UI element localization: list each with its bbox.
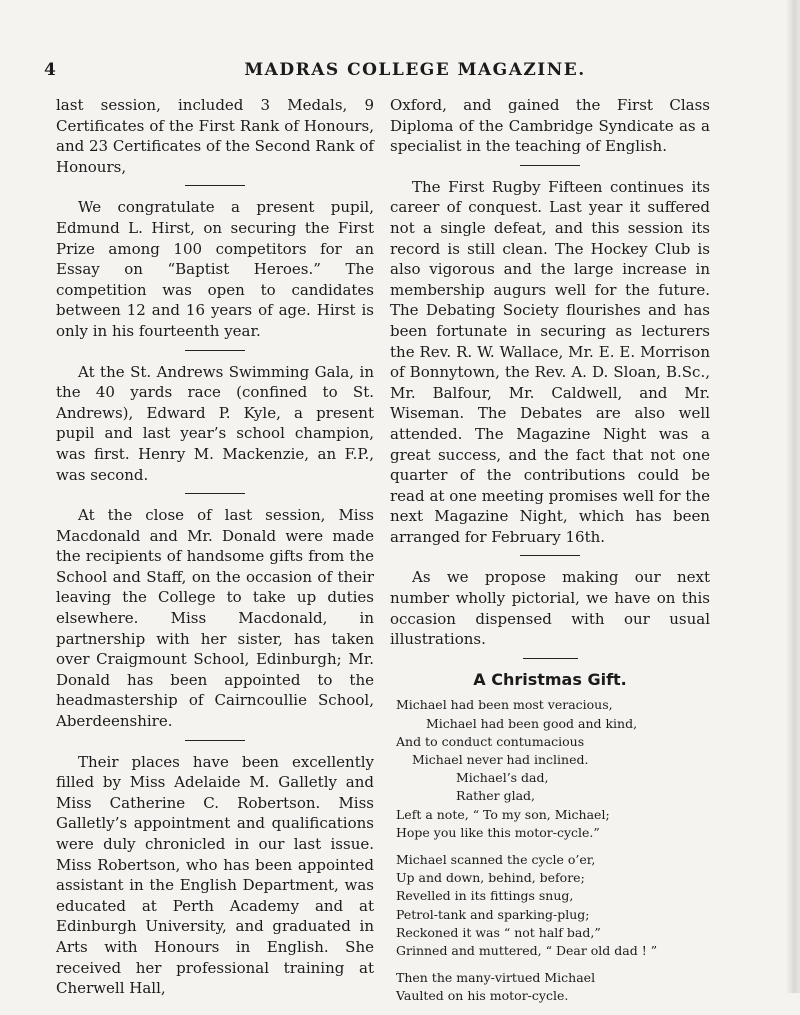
poem-line: Michael’s dad, (456, 770, 549, 786)
section-divider (185, 493, 245, 494)
paragraph-school-clubs: The First Rugby Fifteen continues its career of conquest. Last year it suffered not a single defeat, and this session its record is still clean. The Hockey Club is also vigorous and the large increase in membership augurs well for the future. The Debating Society flourishes and has been fortunate in securing as lecturers the Rev. R. W. Wallace, Mr. E. E. Morrison of Bonnytown, the Rev. A. D. Sloan, B.Sc., Mr. Balfour, Mr. Caldwell, and Mr. Wiseman. The Debates are also well attended. The Magazine Night was a great success, and the fact that not one quarter of the contributions could be read at one meeting promises well for the next Magazine Night, which has been arranged for February 16th. (390, 177, 710, 546)
section-divider (520, 165, 580, 166)
right-column (390, 95, 710, 1015)
page-edge-shadow (786, 0, 800, 993)
poem-title: A Christmas Gift. (473, 669, 627, 689)
poem-line: Grinned and muttered, “ Dear old dad ! ” (396, 943, 658, 959)
poem-line: Petrol-tank and sparking-plug; (396, 906, 590, 922)
poem-line: Revelled in its fittings snug, (396, 888, 574, 904)
poem-line: Left a note, “ To my son, Michael; (396, 806, 610, 822)
poem-line: Michael had been most veracious, (396, 697, 613, 713)
poem-line: Rather glad, (456, 788, 535, 804)
poem-line: Hope you like this motor-cycle.” (396, 824, 600, 840)
poem-line: Vaulted on his motor-cycle. (396, 988, 569, 1004)
poem-line: Michael scanned the cycle o’er, (396, 852, 596, 868)
section-divider (185, 740, 245, 741)
paragraph-pictorial-notice: As we propose making our next number wholly pictorial, we have on this occasion dispensed with our usual illustrations. (390, 568, 710, 649)
section-divider (520, 555, 580, 556)
poem-line: Michael had been good and kind, (426, 715, 638, 731)
poem-line: Up and down, behind, before; (396, 870, 585, 886)
left-column (56, 95, 374, 999)
paragraph-swimming-gala: At the St. Andrews Swimming Gala, in the 40 yards race (confined to St. Andrews), Edward P. Kyle, a present pupil and last year’s school champion, was first. Henry M. Mackenzie, an F.P., was second. (56, 362, 374, 484)
paragraph-honours: last session, included 3 Medals, 9 Certificates of the First Rank of Honours, and 23 Certificates of the Second Rank of Honours, (56, 96, 374, 176)
section-divider (185, 350, 245, 351)
poem (396, 696, 710, 1005)
section-divider (523, 658, 578, 659)
poem-stanza (396, 969, 710, 1005)
page-number: 4 (44, 60, 56, 80)
poem-line: Michael never had inclined. (412, 752, 589, 768)
paragraph-new-staff: Their places have been excellently filled by Miss Adelaide M. Galletly and Miss Catherine C. Robertson. Miss Galletly’s appointment and qualifications were duly chronicled in our last issue. Miss Robertson, who has been appointed assistant in the English Department, was educated at Perth Academy and at Edinburgh University, and graduated in Arts with Honours in English. She received her professional training at Cherwell Hall, (56, 752, 374, 998)
poem-line: Reckoned it was “ not half bad,” (396, 924, 601, 940)
paragraph-essay-prize: We congratulate a present pupil, Edmund L. Hirst, on securing the First Prize among 100 competitors for an Essay on “Baptist Heroes.” The competition was open to candidates between 12 and 16 years of age. Hirst is only in his fourteenth year. (56, 198, 374, 340)
section-divider (185, 185, 245, 186)
paragraph-oxford-diploma: Oxford, and gained the First Class Diploma of the Cambridge Syndicate as a specialist in the teaching of English. (390, 96, 710, 156)
poem-line: Then the many-virtued Michael (396, 970, 596, 986)
poem-stanza (396, 696, 710, 842)
paragraph-farewell-gifts: At the close of last session, Miss Macdonald and Mr. Donald were made the recipients of handsome gifts from the School and Staff, on the occasion of their leaving the College to take up duties elsewhere. Miss Macdonald, in partnership with her sister, has taken over Craigmount School, Edinburgh; Mr. Donald has been appointed to the headmastership of Cairncoullie School, Aberdeenshire. (56, 506, 374, 731)
poem-line: And to conduct contumacious (396, 733, 585, 749)
poem-stanza (396, 851, 710, 960)
running-head: MADRAS COLLEGE MAGAZINE. (244, 60, 586, 80)
